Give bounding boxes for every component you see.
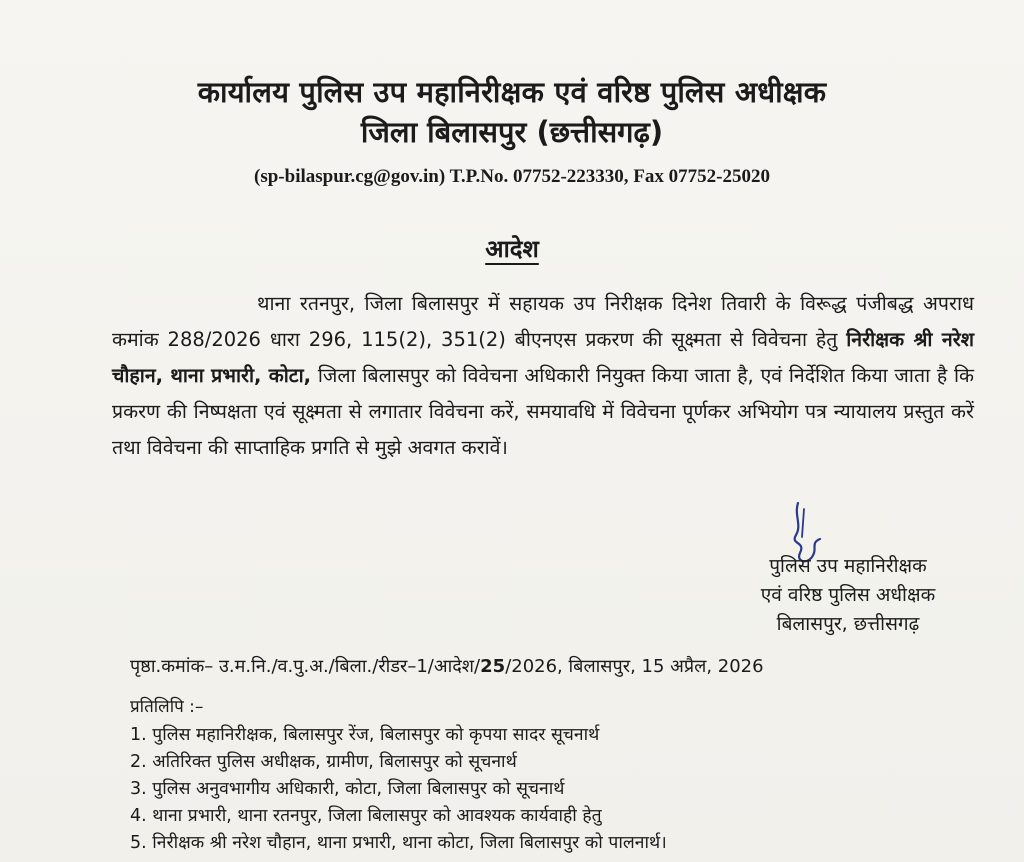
copies-label: प्रतिलिपि :– xyxy=(130,697,204,717)
signature-block xyxy=(728,552,968,639)
order-body xyxy=(112,286,974,466)
copies-list xyxy=(130,722,1010,857)
contact-line: (sp-bilaspur.cg@gov.in) T.P.No. 07752-223330, Fax 07752-25020 xyxy=(254,166,770,187)
office-district: जिला बिलासपुर (छत्तीसगढ़) xyxy=(360,115,664,149)
body-text-1: थाना रतनपुर, जिला बिलासपुर में सहायक उप निरीक्षक दिनेश तिवारी के विरूद्ध पंजीबद्ध अपराध कमांक 288/2026 धारा 296, 115(2), 351(2) बीएनएस प्रकरण की सूक्ष्मता से विवेचना हेतु xyxy=(112,292,974,351)
body-bold-officer: निरीक्षक श्री नरेश चौहान, थाना प्रभारी, कोटा, xyxy=(112,328,974,387)
office-title: कार्यालय पुलिस उप महानिरीक्षक एवं वरिष्ठ पुलिस अधीक्षक xyxy=(197,75,827,109)
copy-item: 5. निरीक्षक श्री नरेश चौहान, थाना प्रभारी, थाना कोटा, जिला बिलासपुर को पालनार्थ। xyxy=(130,833,667,853)
reference-number: 25 xyxy=(480,656,506,677)
order-title-text: आदेश xyxy=(485,235,539,263)
signatory-designation-2: एवं वरिष्ठ पुलिस अधीक्षक xyxy=(760,584,936,606)
order-title xyxy=(0,232,1024,265)
copy-item: 4. थाना प्रभारी, थाना रतनपुर, जिला बिलासपुर को आवश्यक कार्यवाही हेतु xyxy=(130,806,602,826)
copy-item: 1. पुलिस महानिरीक्षक, बिलासपुर रेंज, बिलासपुर को कृपया सादर सूचनार्थ xyxy=(130,725,600,745)
copy-item: 2. अतिरिक्त पुलिस अधीक्षक, ग्रामीण, बिलासपुर को सूचनार्थ xyxy=(130,752,517,772)
signatory-location: बिलासपुर, छत्तीसगढ़ xyxy=(776,613,920,635)
copy-item: 3. पुलिस अनुवभागीय अधिकारी, कोटा, जिला बिलासपुर को सूचनार्थ xyxy=(130,779,565,799)
reference-line xyxy=(130,654,990,678)
reference-suffix: /2026, बिलासपुर, 15 अप्रैल, 2026 xyxy=(505,656,764,677)
body-text-2: जिला बिलासपुर को विवेचना अधिकारी नियुक्त किया जाता है, एवं निर्देशित किया जाता है कि प्रकरण की निष्पक्षता एवं सूक्ष्मता से लगातार विवेचना करें, समयावधि में विवेचना पूर्णकर अभियोग पत्र न्यायालय प्रस्तुत करें तथा विवेचना की साप्ताहिक प्रगति से मुझे अवगत करावें। xyxy=(112,364,975,459)
order-paragraph xyxy=(112,286,974,466)
signatory-designation-1: पुलिस उप महानिरीक्षक xyxy=(769,555,927,577)
reference-prefix: पृष्ठा.कमांक– उ.म.नि./व.पु.अ./बिला./रीडर–1/आदेश/ xyxy=(130,656,481,677)
